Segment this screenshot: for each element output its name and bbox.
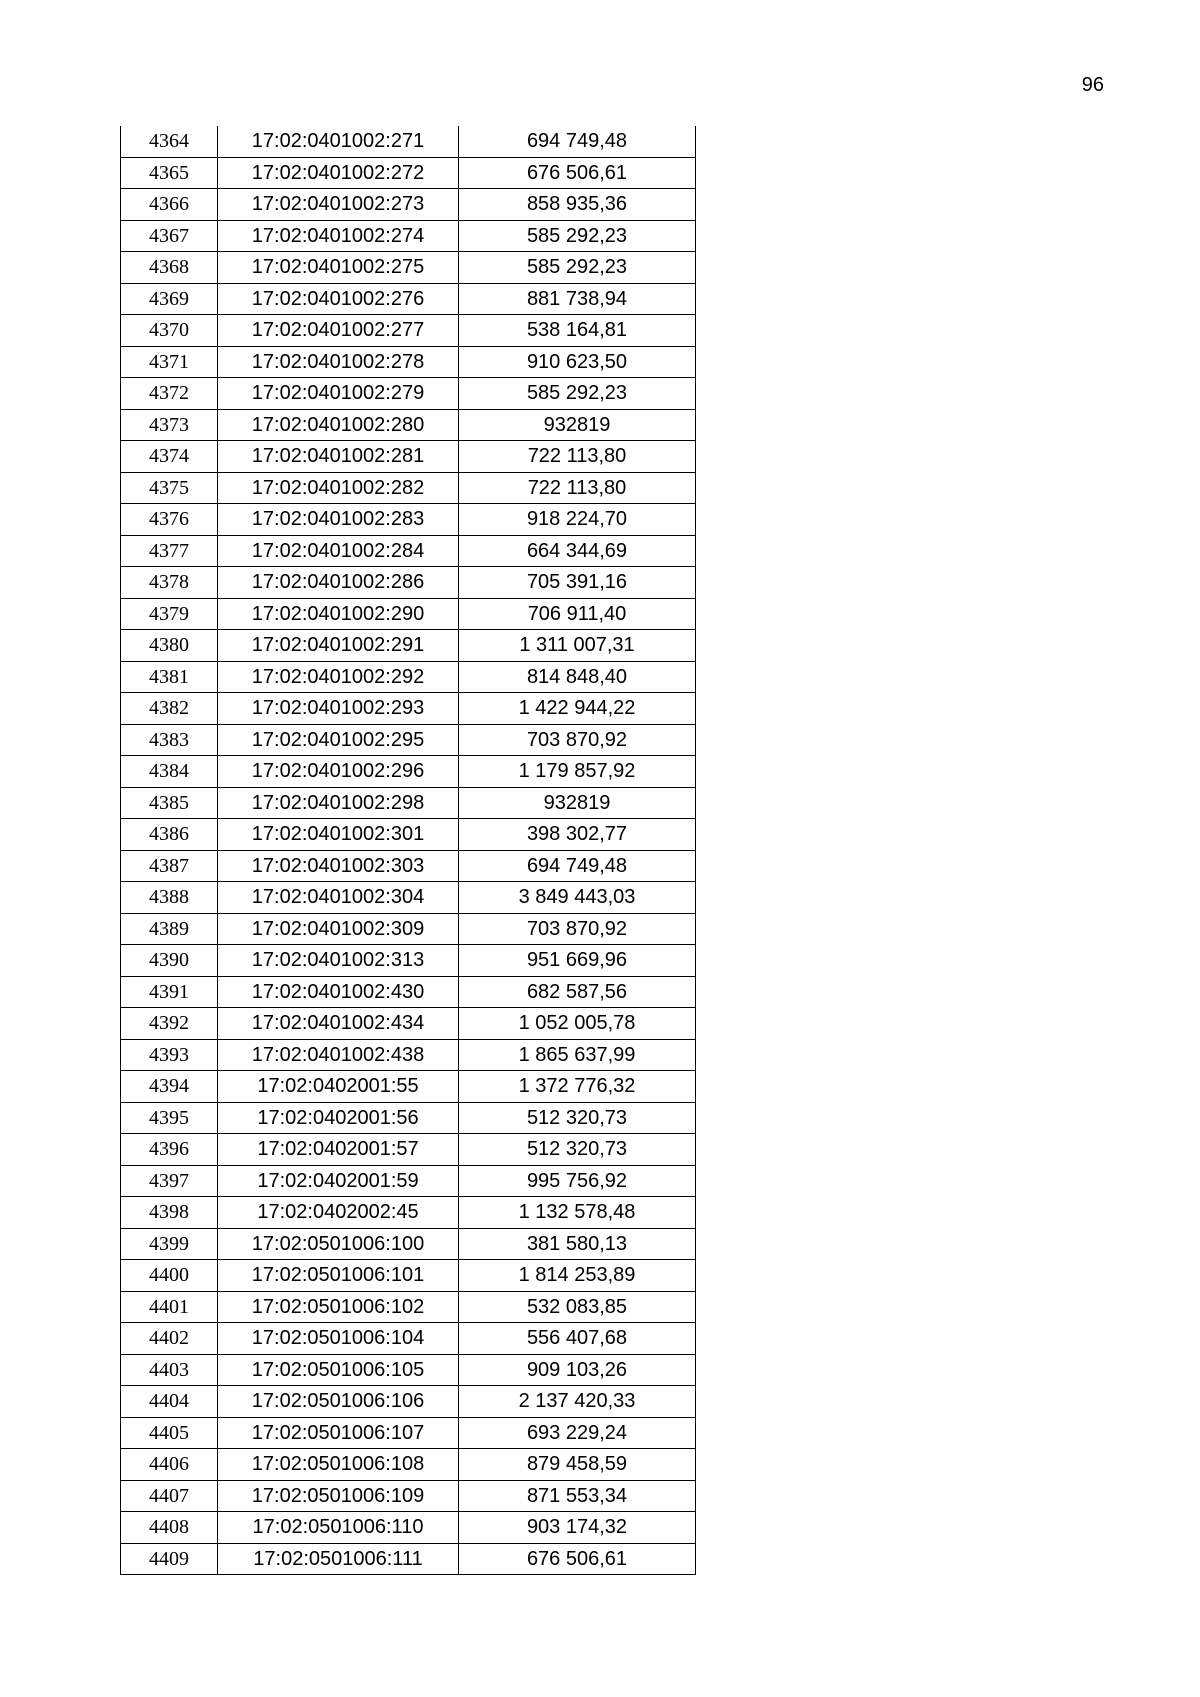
cadastral-number-cell: 17:02:0401002:272 <box>218 157 459 189</box>
cadastral-number-cell: 17:02:0401002:284 <box>218 535 459 567</box>
row-number-cell: 4382 <box>121 693 218 725</box>
cadastral-number-cell: 17:02:0401002:277 <box>218 315 459 347</box>
cadastral-number-cell: 17:02:0401002:281 <box>218 441 459 473</box>
table-row <box>121 756 696 788</box>
cadastral-number-cell: 17:02:0501006:109 <box>218 1480 459 1512</box>
cadastral-value-cell: 903 174,32 <box>459 1512 696 1544</box>
table-row <box>121 1386 696 1418</box>
row-number-cell: 4395 <box>121 1102 218 1134</box>
row-number-cell: 4376 <box>121 504 218 536</box>
row-number-cell: 4369 <box>121 283 218 315</box>
cadastral-value-cell: 381 580,13 <box>459 1228 696 1260</box>
cadastral-value-cell: 706 911,40 <box>459 598 696 630</box>
table-row <box>121 315 696 347</box>
row-number-cell: 4375 <box>121 472 218 504</box>
table-row <box>121 1512 696 1544</box>
table-row <box>121 1291 696 1323</box>
row-number-cell: 4388 <box>121 882 218 914</box>
cadastral-number-cell: 17:02:0401002:434 <box>218 1008 459 1040</box>
row-number-cell: 4373 <box>121 409 218 441</box>
cadastral-number-cell: 17:02:0501006:100 <box>218 1228 459 1260</box>
row-number-cell: 4383 <box>121 724 218 756</box>
row-number-cell: 4378 <box>121 567 218 599</box>
row-number-cell: 4407 <box>121 1480 218 1512</box>
cadastral-number-cell: 17:02:0501006:111 <box>218 1543 459 1575</box>
cadastral-number-cell: 17:02:0401002:282 <box>218 472 459 504</box>
cadastral-number-cell: 17:02:0501006:108 <box>218 1449 459 1481</box>
row-number-cell: 4389 <box>121 913 218 945</box>
cadastral-number-cell: 17:02:0401002:296 <box>218 756 459 788</box>
cadastral-number-cell: 17:02:0402001:59 <box>218 1165 459 1197</box>
table-row <box>121 913 696 945</box>
cadastral-number-cell: 17:02:0401002:438 <box>218 1039 459 1071</box>
table-row <box>121 283 696 315</box>
table-row <box>121 850 696 882</box>
cadastral-value-cell: 585 292,23 <box>459 378 696 410</box>
table-row <box>121 378 696 410</box>
cadastral-number-cell: 17:02:0401002:313 <box>218 945 459 977</box>
cadastral-number-cell: 17:02:0401002:280 <box>218 409 459 441</box>
cadastral-number-cell: 17:02:0401002:301 <box>218 819 459 851</box>
cadastral-value-cell: 1 179 857,92 <box>459 756 696 788</box>
row-number-cell: 4408 <box>121 1512 218 1544</box>
table-row <box>121 1039 696 1071</box>
row-number-cell: 4368 <box>121 252 218 284</box>
table-row <box>121 189 696 221</box>
table-row <box>121 945 696 977</box>
row-number-cell: 4364 <box>121 126 218 157</box>
row-number-cell: 4377 <box>121 535 218 567</box>
row-number-cell: 4390 <box>121 945 218 977</box>
table-row <box>121 535 696 567</box>
cadastral-value-cell: 722 113,80 <box>459 472 696 504</box>
cadastral-number-cell: 17:02:0501006:105 <box>218 1354 459 1386</box>
table-row <box>121 252 696 284</box>
cadastral-number-cell: 17:02:0401002:271 <box>218 126 459 157</box>
cadastral-number-cell: 17:02:0401002:286 <box>218 567 459 599</box>
cadastral-value-cell: 951 669,96 <box>459 945 696 977</box>
cadastral-value-cell: 398 302,77 <box>459 819 696 851</box>
cadastral-value-cell: 1 372 776,32 <box>459 1071 696 1103</box>
table-row <box>121 409 696 441</box>
cadastral-value-cell: 705 391,16 <box>459 567 696 599</box>
row-number-cell: 4401 <box>121 1291 218 1323</box>
table-row <box>121 1134 696 1166</box>
cadastral-value-cell: 585 292,23 <box>459 220 696 252</box>
row-number-cell: 4379 <box>121 598 218 630</box>
row-number-cell: 4392 <box>121 1008 218 1040</box>
cadastral-value-cell: 676 506,61 <box>459 157 696 189</box>
cadastral-number-cell: 17:02:0401002:274 <box>218 220 459 252</box>
cadastral-value-cell: 585 292,23 <box>459 252 696 284</box>
cadastral-value-cell: 1 814 253,89 <box>459 1260 696 1292</box>
table-row <box>121 882 696 914</box>
row-number-cell: 4384 <box>121 756 218 788</box>
cadastral-value-cell: 910 623,50 <box>459 346 696 378</box>
row-number-cell: 4385 <box>121 787 218 819</box>
row-number-cell: 4366 <box>121 189 218 221</box>
table-row <box>121 220 696 252</box>
cadastral-number-cell: 17:02:0401002:293 <box>218 693 459 725</box>
table-row <box>121 157 696 189</box>
table-row <box>121 441 696 473</box>
row-number-cell: 4398 <box>121 1197 218 1229</box>
cadastral-value-cell: 722 113,80 <box>459 441 696 473</box>
cadastral-value-cell: 1 422 944,22 <box>459 693 696 725</box>
cadastral-value-cell: 682 587,56 <box>459 976 696 1008</box>
row-number-cell: 4393 <box>121 1039 218 1071</box>
table-row <box>121 1102 696 1134</box>
cadastral-number-cell: 17:02:0401002:430 <box>218 976 459 1008</box>
cadastral-value-cell: 858 935,36 <box>459 189 696 221</box>
row-number-cell: 4372 <box>121 378 218 410</box>
row-number-cell: 4374 <box>121 441 218 473</box>
cadastral-number-cell: 17:02:0401002:303 <box>218 850 459 882</box>
cadastral-number-cell: 17:02:0501006:102 <box>218 1291 459 1323</box>
table-row <box>121 346 696 378</box>
cadastral-number-cell: 17:02:0401002:279 <box>218 378 459 410</box>
table-row <box>121 724 696 756</box>
cadastral-number-cell: 17:02:0401002:291 <box>218 630 459 662</box>
table-row <box>121 567 696 599</box>
cadastral-value-cell: 664 344,69 <box>459 535 696 567</box>
table-row <box>121 504 696 536</box>
cadastral-value-cell: 932819 <box>459 409 696 441</box>
cadastral-value-cell: 1 865 637,99 <box>459 1039 696 1071</box>
table-row <box>121 661 696 693</box>
cadastral-number-cell: 17:02:0501006:107 <box>218 1417 459 1449</box>
cadastral-value-cell: 814 848,40 <box>459 661 696 693</box>
row-number-cell: 4365 <box>121 157 218 189</box>
table-row <box>121 472 696 504</box>
cadastral-number-cell: 17:02:0401002:290 <box>218 598 459 630</box>
table-row <box>121 1480 696 1512</box>
row-number-cell: 4402 <box>121 1323 218 1355</box>
cadastral-value-cell: 871 553,34 <box>459 1480 696 1512</box>
cadastral-value-cell: 932819 <box>459 787 696 819</box>
row-number-cell: 4387 <box>121 850 218 882</box>
cadastral-number-cell: 17:02:0401002:295 <box>218 724 459 756</box>
table-body <box>121 126 696 1575</box>
cadastral-number-cell: 17:02:0501006:106 <box>218 1386 459 1418</box>
cadastral-value-cell: 995 756,92 <box>459 1165 696 1197</box>
table-row <box>121 598 696 630</box>
cadastral-value-cell: 694 749,48 <box>459 126 696 157</box>
cadastral-value-cell: 676 506,61 <box>459 1543 696 1575</box>
cadastral-number-cell: 17:02:0401002:273 <box>218 189 459 221</box>
cadastral-value-cell: 693 229,24 <box>459 1417 696 1449</box>
row-number-cell: 4400 <box>121 1260 218 1292</box>
row-number-cell: 4386 <box>121 819 218 851</box>
table-row <box>121 1417 696 1449</box>
cadastral-number-cell: 17:02:0402002:45 <box>218 1197 459 1229</box>
page-number: 96 <box>1081 74 1104 96</box>
table-row <box>121 1323 696 1355</box>
table-row <box>121 1354 696 1386</box>
cadastral-value-cell: 1 132 578,48 <box>459 1197 696 1229</box>
cadastral-value-cell: 3 849 443,03 <box>459 882 696 914</box>
cadastral-number-cell: 17:02:0501006:104 <box>218 1323 459 1355</box>
cadastral-number-cell: 17:02:0401002:276 <box>218 283 459 315</box>
table-row <box>121 126 696 157</box>
cadastral-value-cell: 512 320,73 <box>459 1102 696 1134</box>
row-number-cell: 4367 <box>121 220 218 252</box>
row-number-cell: 4405 <box>121 1417 218 1449</box>
table-row <box>121 1449 696 1481</box>
table-row <box>121 976 696 1008</box>
cadastral-value-cell: 1 052 005,78 <box>459 1008 696 1040</box>
cadastral-number-cell: 17:02:0402001:56 <box>218 1102 459 1134</box>
cadastral-number-cell: 17:02:0401002:278 <box>218 346 459 378</box>
row-number-cell: 4394 <box>121 1071 218 1103</box>
table-row <box>121 819 696 851</box>
cadastral-value-cell: 1 311 007,31 <box>459 630 696 662</box>
table-row <box>121 630 696 662</box>
row-number-cell: 4370 <box>121 315 218 347</box>
row-number-cell: 4409 <box>121 1543 218 1575</box>
table-row <box>121 1197 696 1229</box>
cadastral-value-cell: 881 738,94 <box>459 283 696 315</box>
row-number-cell: 4380 <box>121 630 218 662</box>
row-number-cell: 4371 <box>121 346 218 378</box>
cadastral-number-cell: 17:02:0401002:298 <box>218 787 459 819</box>
cadastral-number-cell: 17:02:0401002:275 <box>218 252 459 284</box>
row-number-cell: 4381 <box>121 661 218 693</box>
cadastral-number-cell: 17:02:0501006:110 <box>218 1512 459 1544</box>
row-number-cell: 4404 <box>121 1386 218 1418</box>
row-number-cell: 4403 <box>121 1354 218 1386</box>
table-row <box>121 787 696 819</box>
cadastral-number-cell: 17:02:0402001:57 <box>218 1134 459 1166</box>
row-number-cell: 4391 <box>121 976 218 1008</box>
cadastral-number-cell: 17:02:0501006:101 <box>218 1260 459 1292</box>
cadastral-number-cell: 17:02:0401002:304 <box>218 882 459 914</box>
cadastral-value-table <box>120 126 696 1575</box>
cadastral-value-cell: 532 083,85 <box>459 1291 696 1323</box>
cadastral-value-cell: 512 320,73 <box>459 1134 696 1166</box>
table-row <box>121 1008 696 1040</box>
table-row <box>121 1071 696 1103</box>
table-row <box>121 1228 696 1260</box>
cadastral-value-cell: 538 164,81 <box>459 315 696 347</box>
table-row <box>121 1260 696 1292</box>
cadastral-number-cell: 17:02:0401002:292 <box>218 661 459 693</box>
table-row <box>121 1543 696 1575</box>
table-row <box>121 693 696 725</box>
cadastral-value-cell: 879 458,59 <box>459 1449 696 1481</box>
cadastral-value-cell: 909 103,26 <box>459 1354 696 1386</box>
cadastral-number-cell: 17:02:0401002:283 <box>218 504 459 536</box>
cadastral-number-cell: 17:02:0402001:55 <box>218 1071 459 1103</box>
cadastral-value-cell: 556 407,68 <box>459 1323 696 1355</box>
cadastral-value-cell: 694 749,48 <box>459 850 696 882</box>
row-number-cell: 4406 <box>121 1449 218 1481</box>
cadastral-value-cell: 703 870,92 <box>459 724 696 756</box>
row-number-cell: 4397 <box>121 1165 218 1197</box>
cadastral-value-cell: 703 870,92 <box>459 913 696 945</box>
row-number-cell: 4396 <box>121 1134 218 1166</box>
cadastral-value-cell: 918 224,70 <box>459 504 696 536</box>
row-number-cell: 4399 <box>121 1228 218 1260</box>
cadastral-number-cell: 17:02:0401002:309 <box>218 913 459 945</box>
cadastral-value-cell: 2 137 420,33 <box>459 1386 696 1418</box>
table-row <box>121 1165 696 1197</box>
